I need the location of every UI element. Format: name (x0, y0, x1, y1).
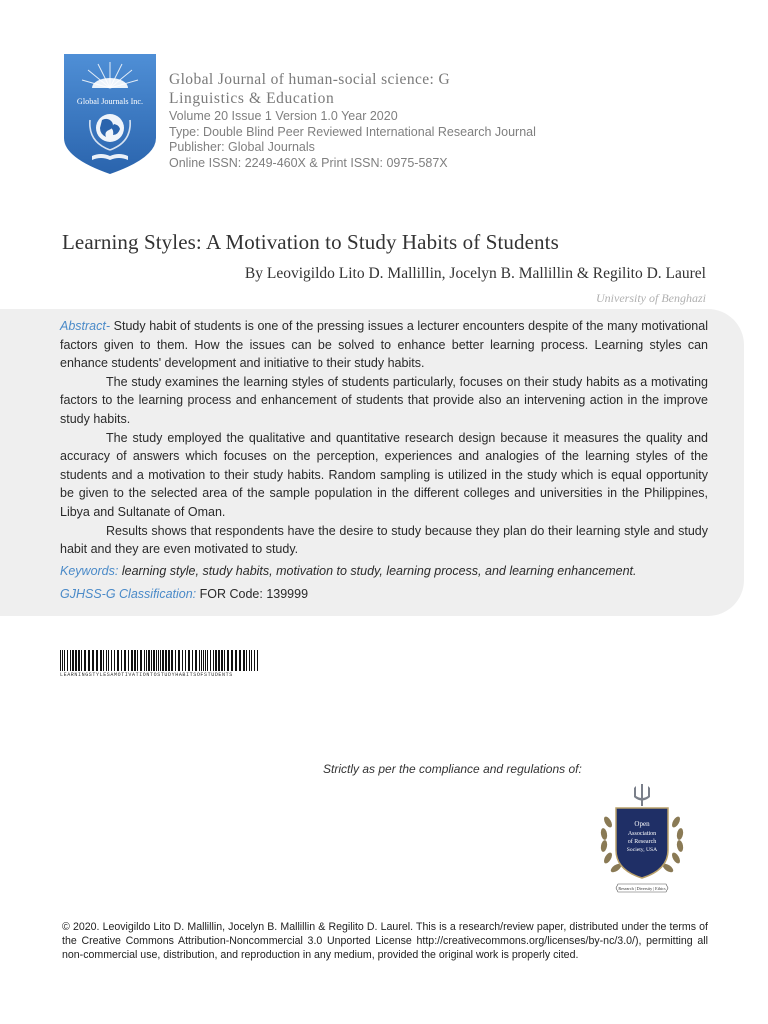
globe-icon (96, 114, 124, 142)
barcode-bar (72, 650, 74, 671)
author-affiliation: University of Benghazi (596, 291, 706, 305)
barcode-bar (192, 650, 193, 671)
barcode-text: LEARNINGSTYLESAMOTIVATIONTOSTUDYHABITSOFSTUDENTS (60, 672, 233, 678)
barcode-bar (162, 650, 164, 671)
journal-name: Global Journal of human-social science: G (169, 71, 451, 88)
barcode-bar (205, 650, 206, 671)
classification-code: FOR Code: 139999 (199, 587, 309, 602)
seal-line-4: Society, USA (626, 847, 658, 853)
abstract-section (60, 317, 708, 604)
global-journals-logo (62, 52, 158, 176)
barcode-bar (213, 650, 214, 671)
barcode-bar (108, 650, 109, 671)
barcode-bar (124, 650, 126, 671)
seal-motto: Research | Diversity | Ethics (618, 886, 666, 891)
barcode-bar (175, 650, 176, 671)
barcode-bar (218, 650, 220, 671)
barcode-bar (221, 650, 223, 671)
barcode-bar (64, 650, 65, 671)
barcode-bar (251, 650, 252, 671)
barcode-bar (60, 650, 61, 671)
classification-line (60, 585, 708, 604)
barcode-bar (239, 650, 241, 671)
barcode-bar (246, 650, 247, 671)
barcode-bar (178, 650, 180, 671)
barcode-bar (84, 650, 86, 671)
barcode-bar (148, 650, 150, 671)
barcode-bar (158, 650, 159, 671)
barcode-bar (111, 650, 112, 671)
barcode-bar (160, 650, 161, 671)
barcode-bar (210, 650, 211, 671)
barcode-bar (224, 650, 225, 671)
barcode-bar (203, 650, 204, 671)
barcode-bar (128, 650, 129, 671)
barcode-bar (235, 650, 237, 671)
abstract-paragraph-3: The study employed the qualitative and quantitative research design because it measures the quality and accuracy of answers which focuses on the perception, experiences and analogies of the learning styles of the students and a motivation to their study habits. Random sampling is utilized in the study which is equal opportunity be given to the selected area of the sample population in the different colleges and universities in the Philippines, Libya and Sultanate of Oman. (60, 430, 708, 519)
journal-info (169, 70, 536, 171)
barcode-bars (60, 650, 268, 671)
journal-volume: Volume 20 Issue 1 Version 1.0 Year 2020 (169, 109, 398, 123)
abstract-label: Abstract- (60, 319, 111, 333)
barcode-bar (100, 650, 102, 671)
barcode-bar (106, 650, 107, 671)
barcode-bar (185, 650, 186, 671)
barcode-bar (131, 650, 133, 671)
article-title: Learning Styles: A Motivation to Study Habits of Students (62, 230, 559, 254)
keywords-text: learning style, study habits, motivation to study, learning process, and learning enhancement. (121, 563, 637, 578)
barcode-bar (227, 650, 229, 671)
barcode-bar (243, 650, 245, 671)
barcode-bar (114, 650, 115, 671)
seal-line-3: of Research (627, 839, 657, 845)
seal-line-2: Association (627, 831, 657, 837)
barcode-bar (254, 650, 255, 671)
copyright-footer: © 2020. Leovigildo Lito D. Mallillin, Jocelyn B. Mallillin & Regilito D. Laurel. This is a research/review paper, distributed under the terms of the Creative Commons Attribution-Noncommercial 3.0 Unported License http://creativecommons.org/licenses/by-nc/3.0/), permitting all non-commercial use, distribution, and reproduction in any medium, provided the original work is properly cited. (62, 921, 708, 962)
keywords-label: Keywords: (60, 563, 119, 578)
barcode-bar (103, 650, 104, 671)
article-authors: By Leovigildo Lito D. Mallillin, Jocelyn B. Mallillin & Regilito D. Laurel (244, 265, 706, 282)
barcode-bar (215, 650, 217, 671)
barcode-bar (171, 650, 173, 671)
classification-label: GJHSS-G Classification: (60, 587, 197, 602)
barcode-bar (62, 650, 63, 671)
barcode-bar (168, 650, 170, 671)
barcode-bar (156, 650, 157, 671)
journal-subject: Linguistics & Education (169, 90, 335, 107)
barcode-bar (78, 650, 80, 671)
barcode-bar (121, 650, 122, 671)
compliance-statement: Strictly as per the compliance and regulations of: (323, 762, 582, 776)
barcode-bar (151, 650, 152, 671)
barcode-bar (70, 650, 71, 671)
abstract-paragraph-4: Results shows that respondents have the desire to study because they plan do their learning style and study habit and they are even motivated to study. (60, 523, 708, 557)
abstract-paragraph-1 (60, 317, 708, 373)
barcode-bar (201, 650, 202, 671)
journal-publisher: Publisher: Global Journals (169, 140, 315, 155)
barcode-bar (88, 650, 90, 671)
barcode-bar (195, 650, 197, 671)
barcode-bar (144, 650, 145, 671)
keywords-line (60, 562, 708, 581)
barcode-bar (153, 650, 155, 671)
barcode-bar (75, 650, 77, 671)
barcode-bar (81, 650, 82, 671)
trident-icon (634, 784, 650, 806)
barcode-bar (117, 650, 119, 671)
barcode-bar (165, 650, 167, 671)
barcode-bar (96, 650, 98, 671)
journal-issn: Online ISSN: 2249-460X & Print ISSN: 0975-587X (169, 155, 448, 170)
barcode-bar (188, 650, 190, 671)
barcode-bar (257, 650, 258, 671)
open-association-seal (596, 782, 688, 900)
barcode-bar (231, 650, 233, 671)
journal-type: Type: Double Blind Peer Reviewed International Research Journal (169, 124, 536, 139)
barcode-bar (67, 650, 68, 671)
barcode-bar (134, 650, 136, 671)
barcode-bar (249, 650, 250, 671)
logo-text: Global Journals Inc. (76, 97, 144, 106)
barcode (60, 650, 268, 680)
barcode-bar (92, 650, 94, 671)
barcode-bar (207, 650, 208, 671)
barcode-bar (199, 650, 200, 671)
barcode-bar (137, 650, 138, 671)
barcode-bar (140, 650, 142, 671)
barcode-bar (146, 650, 147, 671)
seal-line-1: Open (634, 820, 650, 828)
abstract-text-1: Study habit of students is one of the pressing issues a lecturer encounters despite of the many motivational factors given to them. How the issues can be solved to enhance better learning process. Learning styles can enhance students' development and initiative to their study habits. (60, 319, 708, 371)
abstract-paragraph-2: The study examines the learning styles of students particularly, focuses on their study habits as a motivating factors to the learning process and enhancement of students that provide also an intervening action in the improve study habits. (60, 374, 708, 426)
barcode-bar (182, 650, 183, 671)
